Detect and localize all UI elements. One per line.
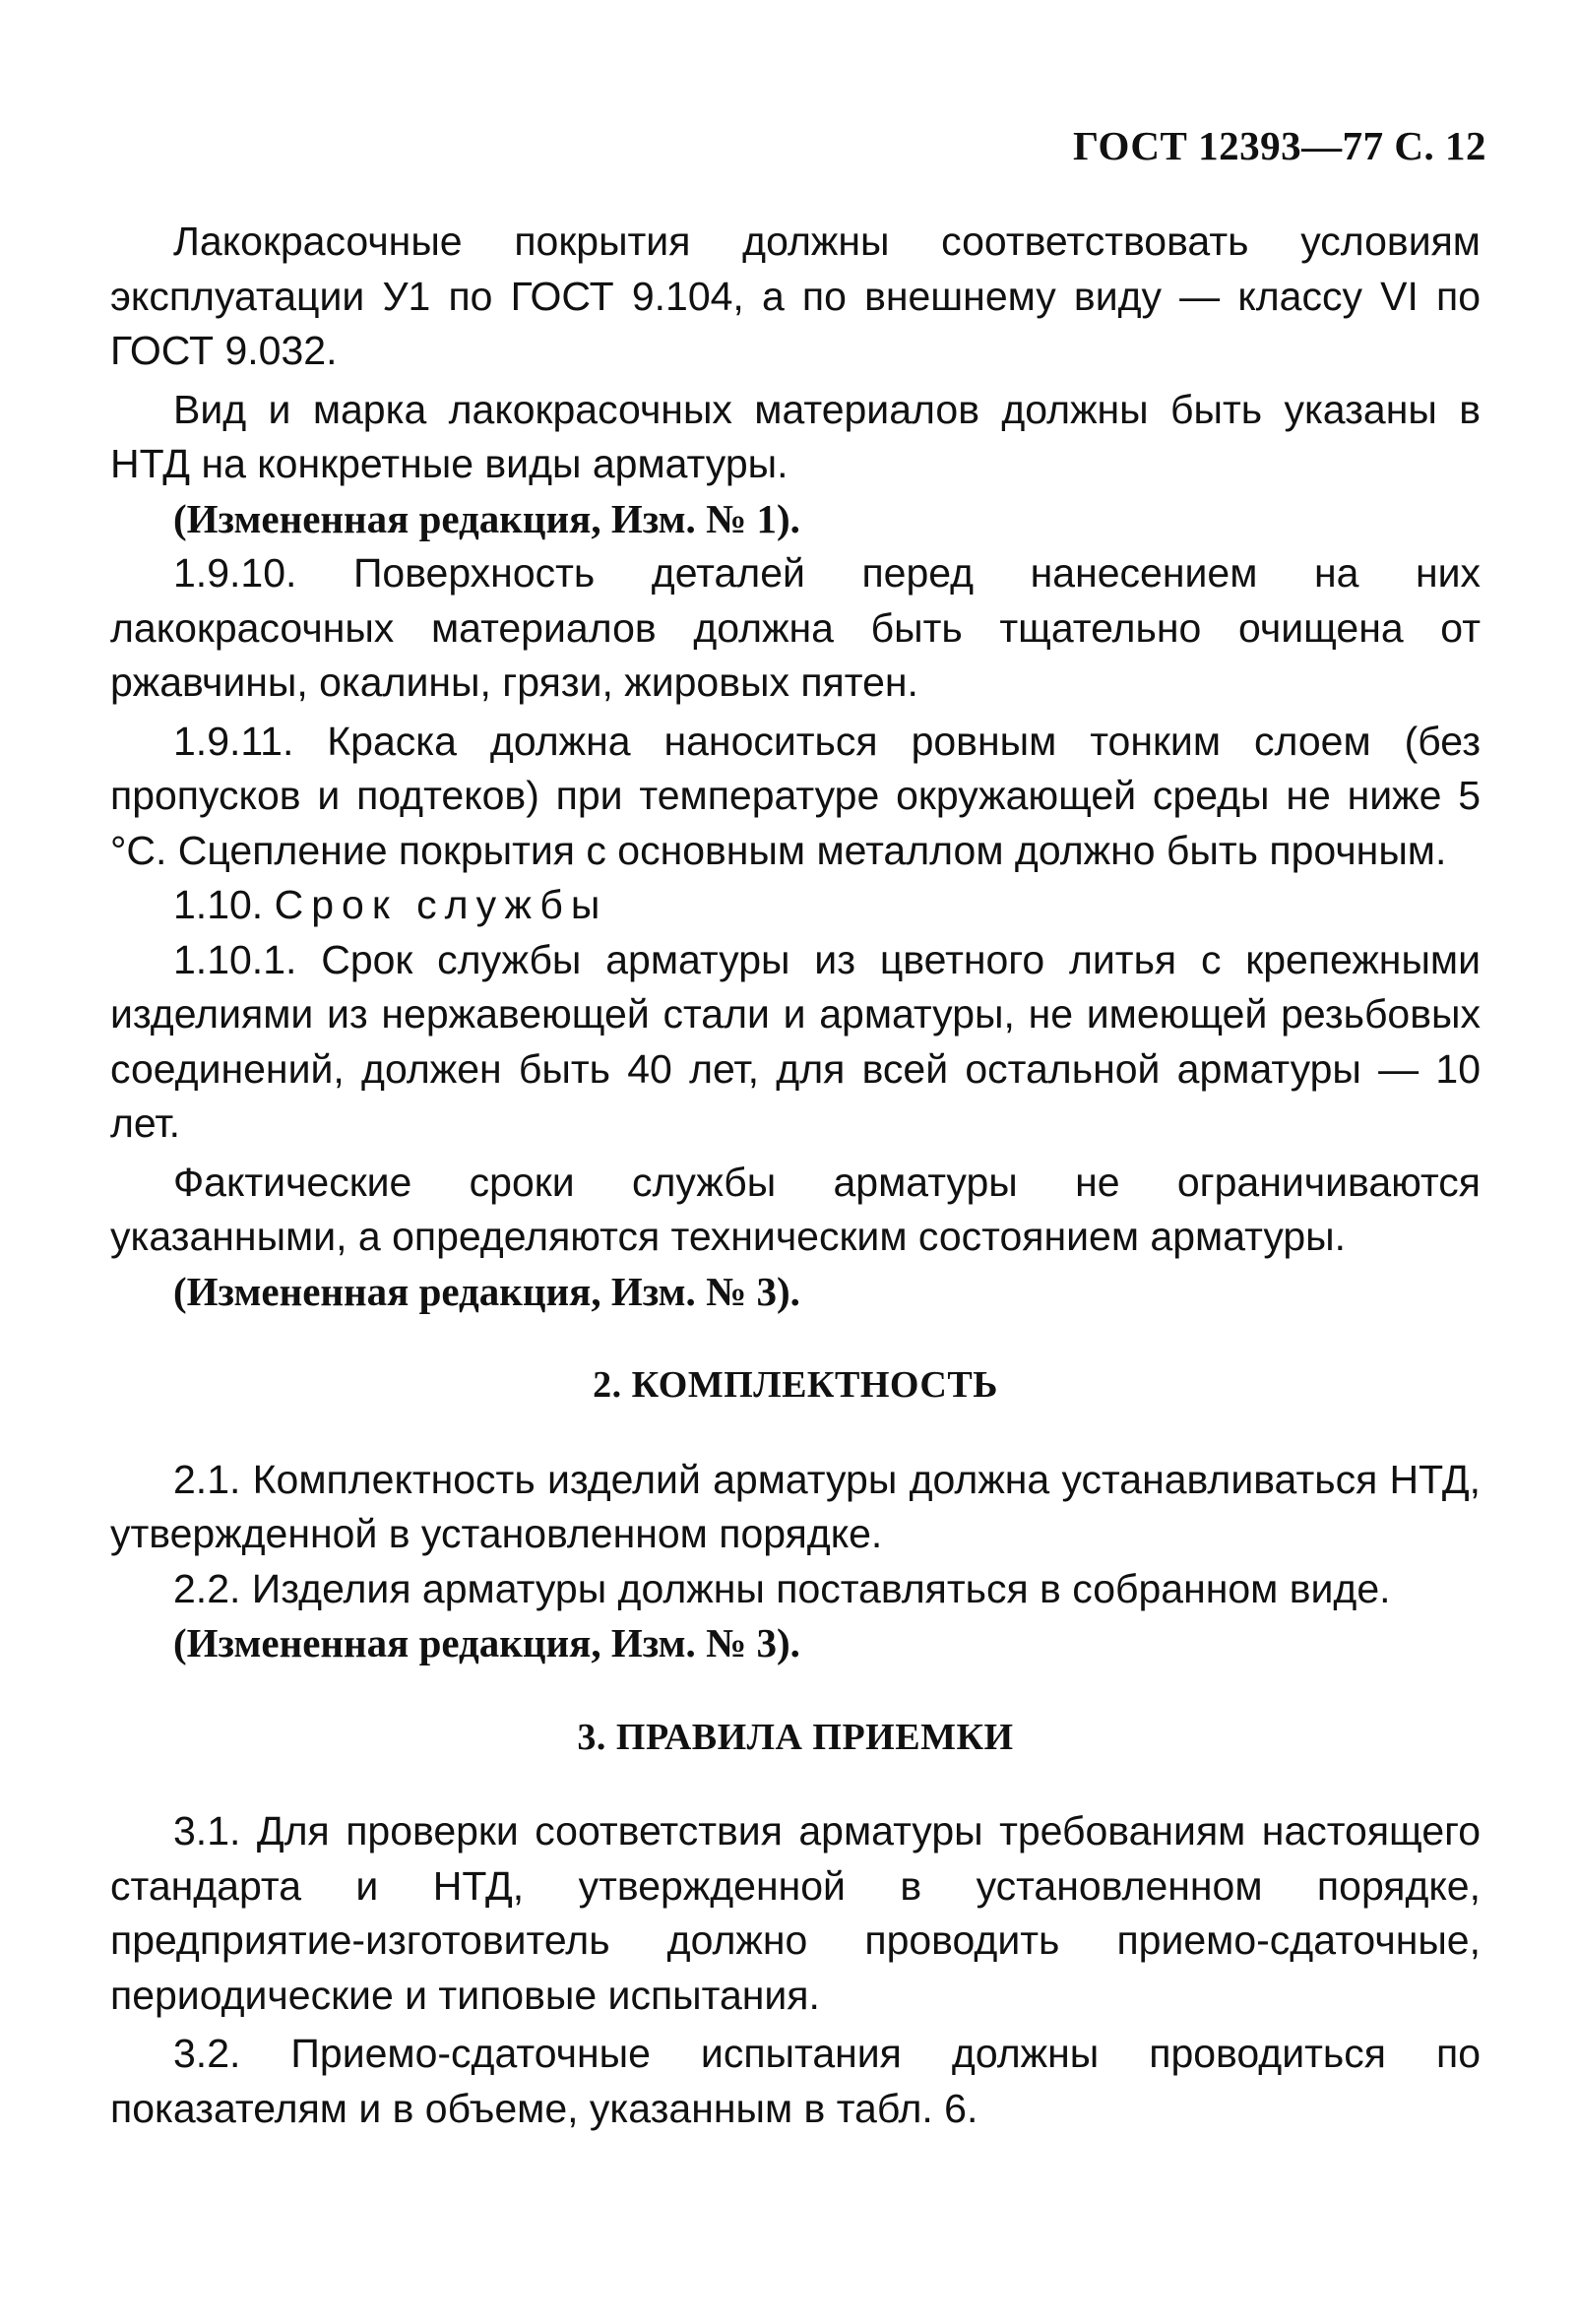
amendment-note: (Измененная редакция, Изм. № 1). xyxy=(173,495,800,541)
subsection-heading-service-life xyxy=(110,878,1481,933)
section-heading-acceptance-rules: 3. ПРАВИЛА ПРИЕМКИ xyxy=(577,1716,1014,1758)
subsection-title: Срок службы xyxy=(274,882,608,927)
paragraph-2-2: 2.2. Изделия арматуры должны поставляться в собранном виде. xyxy=(173,1565,1391,1611)
amendment-note: (Измененная редакция, Изм. № 3). xyxy=(173,1620,800,1665)
paragraph-3-1: 3.1. Для проверки соответствия арматуры требованиям настоящего стандарта и НТД, утвержденной в установленном порядке, предприятие-изготовитель должно проводить приемо-сдаточные, периодические и типовые испытания. xyxy=(110,1808,1481,2018)
paragraph-actual-service-life: Фактические сроки службы арматуры не ограничиваются указанными, а определяются техническим состоянием арматуры. xyxy=(110,1159,1481,1259)
paragraph-3-2: 3.2. Приемо-сдаточные испытания должны проводиться по показателям и в объеме, указанным в табл. 6. xyxy=(110,2031,1481,2131)
document-body xyxy=(110,215,1481,2136)
paragraph-1-9-11: 1.9.11. Краска должна наноситься ровным тонким слоем (без пропусков и подтеков) при температуре окружающей среды не ниже 5 °С. Сцепление покрытия с основным металлом должно быть прочным. xyxy=(110,718,1481,873)
paragraph-2-1: 2.1. Комплектность изделий арматуры должна устанавливаться НТД, утвержденной в установленном порядке. xyxy=(110,1456,1481,1556)
paragraph-1-9-10: 1.9.10. Поверхность деталей перед нанесением на них лакокрасочных материалов должна быть тщательно очищена от ржавчины, окалины, грязи, жировых пятен. xyxy=(110,550,1481,705)
paragraph-coatings: Лакокрасочные покрытия должны соответствовать условиям эксплуатации У1 по ГОСТ 9.104, а по внешнему виду — классу VI по ГОСТ 9.032. xyxy=(110,219,1481,373)
page-header: ГОСТ 12393—77 С. 12 xyxy=(1072,123,1486,168)
section-heading-completeness: 2. КОМПЛЕКТНОСТЬ xyxy=(593,1364,998,1406)
amendment-note: (Измененная редакция, Изм. № 3). xyxy=(173,1268,800,1314)
subsection-number: 1.10. xyxy=(173,882,264,927)
paragraph-1-10-1: 1.10.1. Срок службы арматуры из цветного литья с крепежными изделиями из нержавеющей стали и арматуры, не имеющей резьбовых соединений, должен быть 40 лет, для всей остальной арматуры — 10 лет. xyxy=(110,936,1481,1146)
paragraph-paint-grade: Вид и марка лакокрасочных материалов должны быть указаны в НТД на конкретные виды арматуры. xyxy=(110,386,1481,486)
